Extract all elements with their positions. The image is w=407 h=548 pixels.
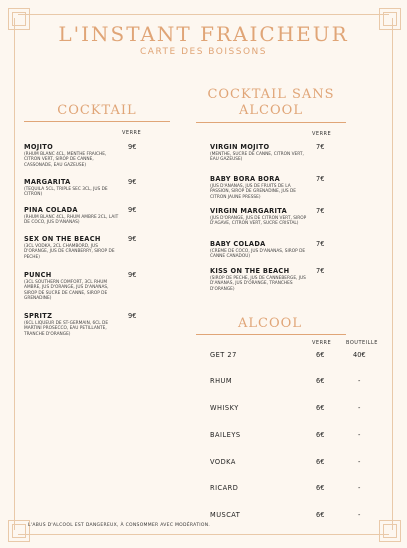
item-name: SEX ON THE BEACH (24, 235, 101, 243)
cocktail-item-mojito (24, 143, 120, 168)
item-name: PUNCH (24, 271, 52, 279)
alcool-item-glass-price: 6€ (316, 377, 325, 385)
cocktail-price-header: VERRE (122, 130, 142, 136)
item-price: 9€ (128, 312, 137, 320)
alcool-item-glass-price: 6€ (316, 404, 325, 412)
menu-title: L'INSTANT FRAICHEUR (58, 22, 349, 46)
alcool-item-name: MUSCAT (210, 511, 241, 519)
item-description: (TEQUILA 5CL, TRIPLE SEC 3CL, JUS DE CITRON) (24, 187, 108, 198)
item-price: 7€ (316, 207, 325, 215)
item-name: VIRGIN MOJITO (210, 143, 270, 151)
frame-corner-bottom-right-inner (383, 524, 397, 538)
menu-subtitle: CARTE DES BOISSONS (140, 47, 267, 57)
alcool-item-bottle-price: 40€ (353, 351, 366, 359)
frame-bottom-line (18, 534, 389, 535)
item-price: 9€ (128, 235, 137, 243)
sans-alcool-item-kiss-on-the-beach (210, 267, 308, 292)
cocktail-section-title: COCKTAIL (57, 103, 137, 118)
item-price: 9€ (128, 206, 137, 214)
sans-alcool-section-title (206, 87, 336, 119)
alcool-item-name: WHISKY (210, 404, 239, 412)
alcool-item-bottle-price: - (358, 458, 361, 466)
sans-alcool-item-baby-colada (210, 240, 308, 260)
alcool-section-title: ALCOOL (238, 316, 302, 331)
item-description: (RHUM BLANC 4CL, MENTHE FRAICHE, CITRON VERT, SIROP DE CANNE, CASSONADE, EAU GAZEUSE) (24, 152, 107, 168)
alcool-item-bottle-price: - (358, 377, 361, 385)
item-name: BABY BORA BORA (210, 175, 280, 183)
cocktail-item-pina-colada (24, 206, 120, 226)
frame-corner-bottom-left-inner (12, 524, 26, 538)
alcool-item-bottle-price: - (358, 484, 361, 492)
sans-alcool-item-virgin-margarita (210, 207, 308, 227)
frame-top-line (18, 14, 389, 15)
alcool-item-glass-price: 6€ (316, 351, 325, 359)
cocktail-item-margarita (24, 178, 120, 198)
item-description: (6CL LIQUEUR DE ST-GERMAIN, 6CL DE MARTINI PROSECCO, EAU PETILLANTE, TRANCHE D'ORANGE) (24, 321, 109, 337)
item-description: (JUS D'ANANAS, JUS DE FRUITS DE LA PASSION, SIROP DE GRENADINE, JUS DE CITRON JAUNE PRESSE) (210, 184, 296, 200)
frame-left-line (14, 18, 15, 530)
item-name: MOJITO (24, 143, 53, 151)
sans-alcool-title-line-1: COCKTAIL SANS (207, 87, 335, 102)
alcool-item-name: GET 27 (210, 351, 237, 359)
item-price: 7€ (316, 240, 325, 248)
item-description: (3CL VODKA, 2CL CHAMBORD, JUS D'ORANGE, JUS DE CRANBERRY, SIROP DE PECHE) (24, 244, 115, 260)
sans-alcool-item-virgin-mojito (210, 143, 308, 163)
item-price: 7€ (316, 175, 325, 183)
item-name: MARGARITA (24, 178, 71, 186)
cocktail-section-rule (24, 121, 170, 122)
sans-alcool-item-baby-bora-bora (210, 175, 308, 200)
item-name: PINA COLADA (24, 206, 78, 214)
item-price: 9€ (128, 178, 137, 186)
alcool-item-name: VODKA (210, 458, 236, 466)
alcool-item-bottle-price: - (358, 511, 361, 519)
alcool-item-name: RICARD (210, 484, 239, 492)
sans-alcool-section-rule (196, 122, 346, 123)
item-description: (CREME DE COCO, JUS D'ANANAS, SIROP DE CANNE CANADOU) (210, 249, 306, 260)
item-description: (SIROP DE PECHE, JUS DE CANNEBERGE, JUS D'ANANAS, JUS D'ORANGE, TRANCHES D'ORANGE) (210, 276, 306, 292)
item-price: 9€ (128, 143, 137, 151)
alcool-item-glass-price: 6€ (316, 511, 325, 519)
item-name: VIRGIN MARGARITA (210, 207, 287, 215)
alcool-glass-header: VERRE (312, 340, 332, 346)
cocktail-item-spritz (24, 312, 120, 337)
alcool-item-glass-price: 6€ (316, 431, 325, 439)
alcool-item-name: BAILEYS (210, 431, 241, 439)
sans-alcool-price-header: VERRE (312, 131, 332, 137)
item-description: (RHUM BLANC 4CL, RHUM AMBRE 2CL, LAIT DE COCO, JUS D'ANANAS) (24, 215, 119, 226)
alcool-item-name: RHUM (210, 377, 233, 385)
alcool-section-rule (196, 334, 346, 335)
item-name: BABY COLADA (210, 240, 266, 248)
item-price: 7€ (316, 267, 325, 275)
alcool-bottle-header: BOUTEILLE (346, 340, 378, 346)
alcool-item-glass-price: 6€ (316, 458, 325, 466)
alcool-item-bottle-price: - (358, 431, 361, 439)
cocktail-item-punch (24, 271, 120, 302)
item-description: (JUS D'ORANGE, JUS DE CITRON VERT, SIROP D'AGAVE, CITRON VERT, SUCRE CRISTAL) (210, 216, 307, 227)
item-name: KISS ON THE BEACH (210, 267, 290, 275)
item-price: 7€ (316, 143, 325, 151)
item-description: (MENTHE, SUCRE DE CANNE, CITRON VERT, EAU GAZEUSE) (210, 152, 304, 163)
item-price: 9€ (128, 271, 137, 279)
alcool-item-bottle-price: - (358, 404, 361, 412)
item-description: (3CL SOUTHERN COMFORT, 3CL RHUM AMBRE, JUS D'ORANGE, JUS D'ANANAS, SIROP DE SUCRE DE CANNE, SIROP DE GRENADINE) (24, 280, 109, 302)
item-name: SPRITZ (24, 312, 53, 320)
alcool-item-glass-price: 6€ (316, 484, 325, 492)
frame-right-line (392, 18, 393, 530)
footer-disclaimer: L'ABUS D'ALCOOL EST DANGEREUX, À CONSOMMER AVEC MODÉRATION. (28, 523, 211, 528)
sans-alcool-title-line-2: ALCOOL (239, 103, 303, 118)
cocktail-item-sex-on-the-beach (24, 235, 120, 260)
